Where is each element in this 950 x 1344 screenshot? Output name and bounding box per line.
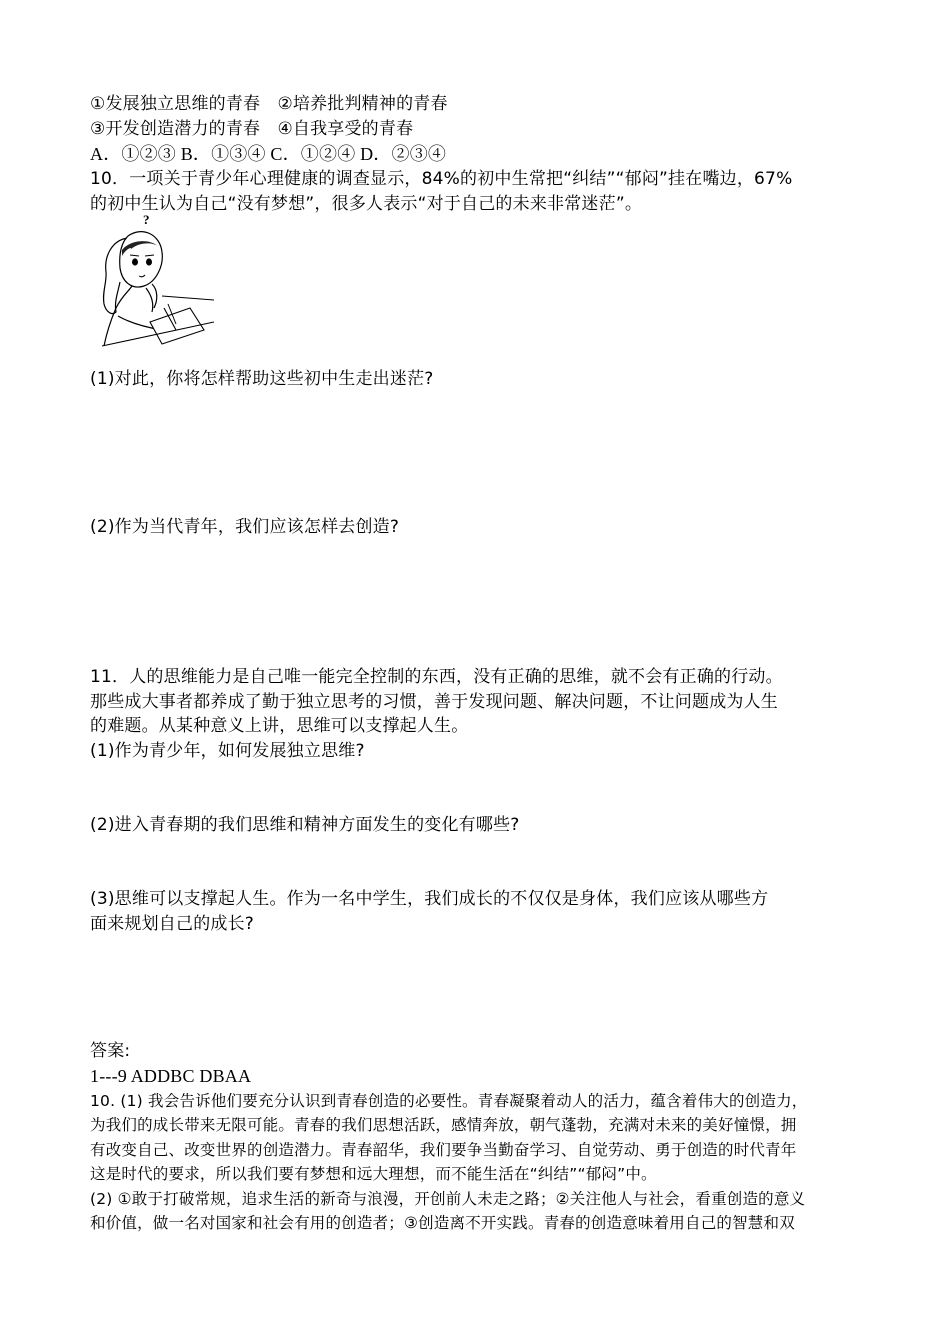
girl-thinking-illustration (92, 212, 214, 350)
q11-question-1: (1)作为青少年，如何发展独立思维? (90, 741, 365, 761)
q10-question-1: (1)对此，你将怎样帮助这些初中生走出迷茫? (90, 369, 434, 389)
q11-stem-line-2: 那些成大事者都养成了勤于独立思考的习惯，善于发现问题、解决问题，不让问题成为人生 (90, 692, 778, 712)
q9-choices: A．①②③ B．①③④ C．①②④ D．②③④ (90, 144, 447, 164)
answers-heading: 答案: (90, 1041, 131, 1061)
answer-10-1-line-2: 为我们的成长带来无限可能。青春的我们思想活跃，感情奔放，朝气蓬勃，充满对未来的美好憧憬，拥 (90, 1116, 797, 1134)
answer-10-2-line-2: 和价值，做一名对国家和社会有用的创造者；③创造离不开实践。青春的创造意味着用自己的智慧和双 (90, 1214, 795, 1232)
q10-stem-line-1: 10．一项关于青少年心理健康的调查显示，84%的初中生常把“纠结”“郁闷”挂在嘴边，67% (90, 169, 793, 189)
answer-10-1-line-1: 10. (1) 我会告诉他们要充分认识到青春创造的必要性。青春凝聚着动人的活力，蕴含着伟大的创造力， (90, 1092, 808, 1110)
q11-stem-line-3: 的难题。从某种意义上讲，思维可以支撑起人生。 (90, 716, 469, 736)
q11-question-3-line-1: (3)思维可以支撑起人生。作为一名中学生，我们成长的不仅仅是身体，我们应该从哪些方 (90, 889, 769, 909)
q9-options-line-1: ①发展独立思维的青春 ②培养批判精神的青春 (90, 94, 448, 114)
answer-10-2-line-1: (2) ①敢于打破常规，追求生活的新奇与浪漫，开创前人未走之路；②关注他人与社会，看重创造的意义 (90, 1190, 806, 1208)
q10-question-2: (2)作为当代青年，我们应该怎样去创造? (90, 517, 400, 537)
q11-question-3-line-2: 面来规划自己的成长? (90, 914, 255, 934)
q9-options-line-2: ③开发创造潜力的青春 ④自我享受的青春 (90, 119, 414, 139)
q11-question-2: (2)进入青春期的我们思维和精神方面发生的变化有哪些? (90, 815, 520, 835)
q11-stem-line-1: 11．人的思维能力是自己唯一能完全控制的东西，没有正确的思维，就不会有正确的行动。 (90, 667, 783, 687)
question-mark-icon: ? (143, 212, 150, 227)
q10-stem-line-2: 的初中生认为自己“没有梦想”，很多人表示“对于自己的未来非常迷茫”。 (90, 194, 643, 214)
answers-multiple-choice: 1---9 ADDBC DBAA (90, 1066, 252, 1086)
answer-10-1-line-4: 这是时代的要求，所以我们要有梦想和远大理想，而不能生活在“纠结”“郁闷”中。 (90, 1165, 657, 1183)
answer-10-1-line-3: 有改变自己、改变世界的创造潜力。青春韶华，我们要争当勤奋学习、自觉劳动、勇于创造的时代青年 (90, 1141, 797, 1159)
